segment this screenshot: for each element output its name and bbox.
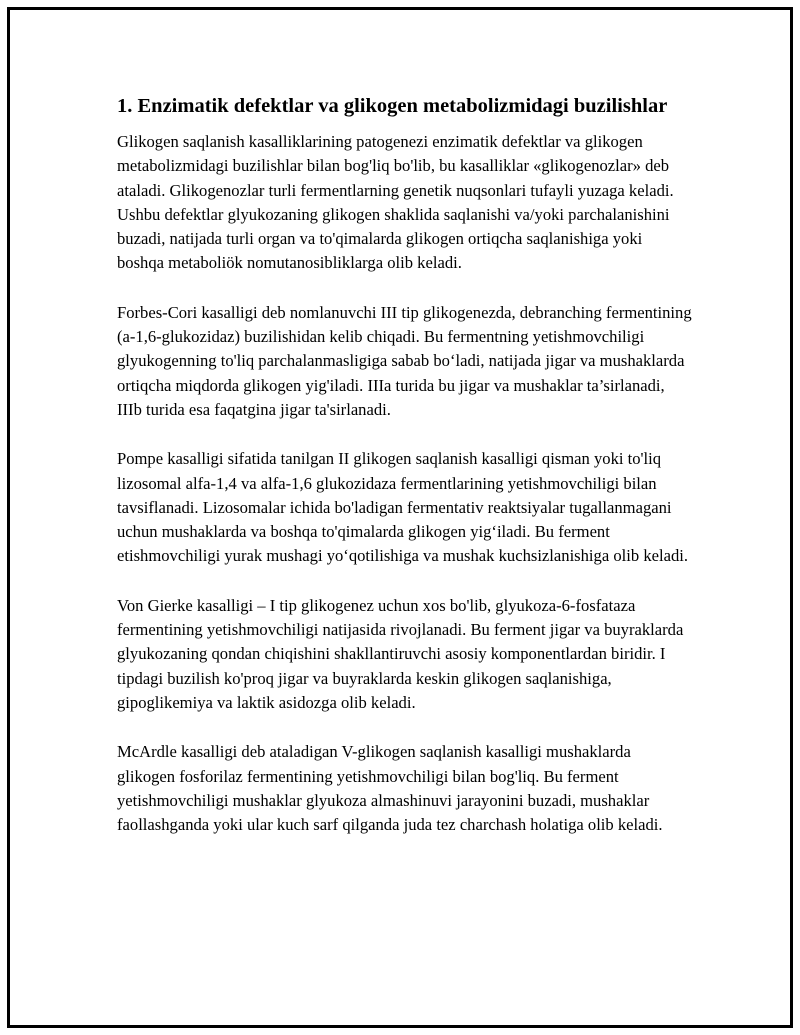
paragraph-von-gierke: Von Gierke kasalligi – I tip glikogenez uchun xos bo'lib, glyukoza-6-fosfataza fermentining yetishmovchiligi natijasida rivojlanadi. Bu ferment jigar va buyraklarda glyukozaning qondan chiqishini shakllantiruvchi asosiy komponentlardan biridir. I tipdagi buzilish ko'proq jigar va buyraklarda keskin glikogen saqlanishiga, gipoglikemiya va laktik asidozga olib keladi.	[117, 595, 684, 712]
paragraph-forbes-cori: Forbes-Cori kasalligi deb nomlanuvchi III tip glikogenezda, debranching fermentining (a-1,6-glukozidaz) buzilishidan kelib chiqadi. Bu fermentning yetishmovchiligi glyukogenning to'liq parchalanmasligiga sabab bo‘ladi, natijada jigar va mushaklarda ortiqcha miqdorda glikogen yig'iladi. IIIa turida bu jigar va mushaklar ta’sirlanadi, IIIb turida esa faqatgina jigar ta'sirlanadi.	[117, 302, 692, 419]
document-body	[117, 93, 692, 862]
paragraph-glycogenoses-overview: Glikogen saqlanish kasalliklarining patogenezi enzimatik defektlar va glikogen metabolizmidagi buzilishlar bilan bog'liq bo'lib, bu kasalliklar «glikogenozlar» deb ataladi. Glikogenozlar turli fermentlarning genetik nuqsonlari tufayli yuzaga keladi. Ushbu defektlar glyukozaning glikogen shaklida saqlanishi va/yoki parchalanishini buzadi, natijada turli organ va to'qimalarda glikogen ortiqcha saqlanishiga yoki boshqa metaboliök nomutanosibliklarga olib keladi.	[117, 132, 674, 273]
paragraph-mcardle: McArdle kasalligi deb ataladigan V-glikogen saqlanish kasalligi mushaklarda glikogen fosforilaz fermentining yetishmovchiligi bilan bog'liq. Bu ferment yetishmovchiligi mushaklar glyukoza almashinuvi jarayonini buzadi, mushaklar faollashganda yoki ular kuch sarf qilganda juda tez charchash holatiga olib keladi.	[117, 742, 663, 835]
section-heading: 1. Enzimatik defektlar va glikogen metabolizmidagi buzilishlar	[117, 95, 668, 117]
paragraph-pompe: Pompe kasalligi sifatida tanilgan II glikogen saqlanish kasalligi qisman yoki to'liq lizosomal alfa-1,4 va alfa-1,6 glukozidaza fermentlarining yetishmovchiligi bilan tavsiflanadi. Lizosomalar ichida bo'ladigan fermentativ reaktsiyalar tugallanmagani uchun mushaklarda va boshqa to'qimalarda glikogen yig‘iladi. Bu ferment etishmovchiligi yurak mushagi yo‘qotilishiga va mushak kuchsizlanishiga olib keladi.	[117, 449, 689, 566]
